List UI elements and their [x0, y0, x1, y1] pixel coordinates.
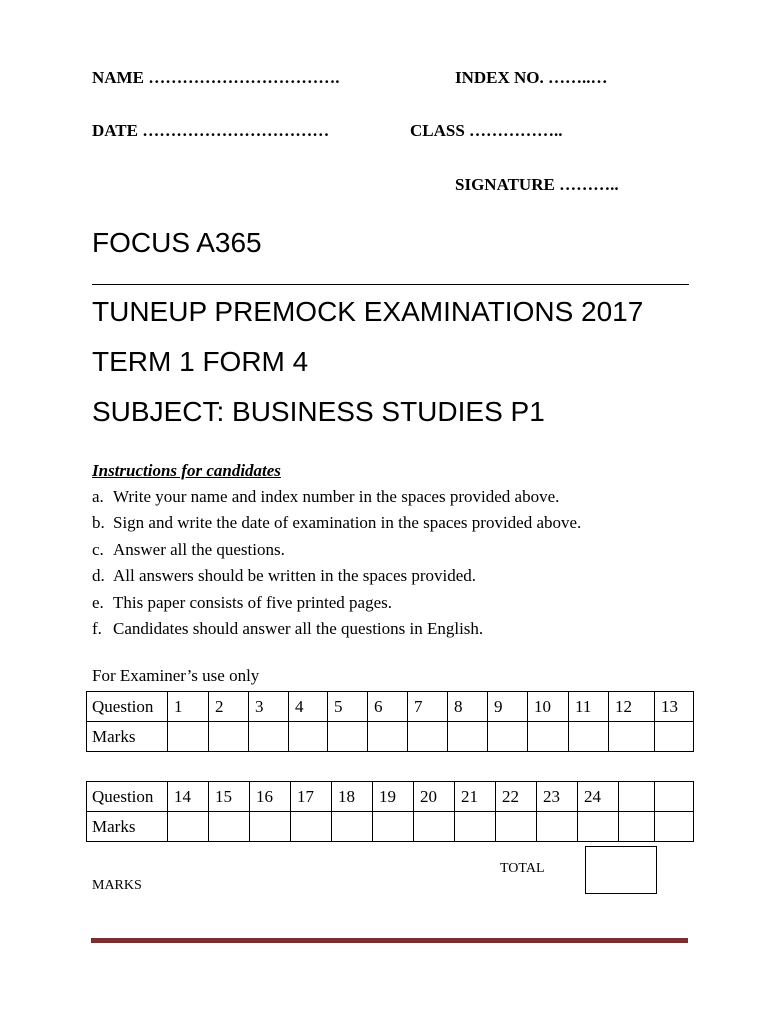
- title-divider: [92, 284, 689, 285]
- marks-entry-cell[interactable]: [289, 722, 328, 752]
- instruction-text: Sign and write the date of examination in the spaces provided above.: [113, 513, 582, 533]
- instructions-list: [92, 484, 581, 642]
- instruction-letter: d.: [92, 566, 105, 586]
- marks-entry-cell[interactable]: [448, 722, 488, 752]
- instruction-text: Candidates should answer all the questions in English.: [113, 618, 484, 638]
- marks-entry-cell[interactable]: [455, 812, 496, 842]
- total-label: TOTAL: [500, 861, 545, 876]
- question-number-cell: 3: [249, 692, 289, 722]
- question-number-cell: 6: [368, 692, 408, 722]
- question-number-cell: 4: [289, 692, 328, 722]
- question-number-cell: 21: [455, 782, 496, 812]
- question-number-cell: [655, 782, 694, 812]
- instruction-item: [92, 484, 581, 510]
- question-header-cell: Question: [87, 692, 168, 722]
- table-row: [87, 812, 694, 842]
- question-number-cell: 10: [528, 692, 569, 722]
- question-number-cell: 18: [332, 782, 373, 812]
- subject-title: SUBJECT: BUSINESS STUDIES P1: [92, 396, 545, 427]
- class-field-label: CLASS ……………..: [410, 121, 563, 140]
- question-number-cell: 9: [488, 692, 528, 722]
- marks-entry-cell[interactable]: [578, 812, 619, 842]
- marks-entry-cell[interactable]: [168, 722, 209, 752]
- marks-entry-cell[interactable]: [655, 722, 694, 752]
- question-number-cell: 19: [373, 782, 414, 812]
- instruction-item: [92, 563, 581, 589]
- instruction-text: Write your name and index number in the spaces provided above.: [113, 487, 560, 506]
- question-number-cell: 5: [328, 692, 368, 722]
- marks-entry-cell[interactable]: [655, 812, 694, 842]
- signature-field-label: SIGNATURE ………..: [455, 175, 619, 194]
- question-number-cell: 22: [496, 782, 537, 812]
- marks-entry-cell[interactable]: [408, 722, 448, 752]
- question-number-cell: 24: [578, 782, 619, 812]
- instruction-item: [92, 616, 581, 642]
- question-number-cell: 2: [209, 692, 249, 722]
- marks-entry-cell[interactable]: [368, 722, 408, 752]
- table-row: [87, 722, 694, 752]
- question-number-cell: 20: [414, 782, 455, 812]
- marks-table-2: [86, 781, 694, 842]
- question-number-cell: [619, 782, 655, 812]
- instruction-letter: e.: [92, 592, 104, 612]
- marks-footer-label: MARKS: [92, 878, 142, 893]
- table-row: [87, 782, 694, 812]
- marks-entry-cell[interactable]: [250, 812, 291, 842]
- instruction-letter: f.: [92, 618, 102, 638]
- instruction-letter: b.: [92, 513, 105, 533]
- instructions-heading: Instructions for candidates: [92, 461, 281, 480]
- marks-entry-cell[interactable]: [249, 722, 289, 752]
- total-marks-box[interactable]: [585, 846, 657, 894]
- marks-entry-cell[interactable]: [528, 722, 569, 752]
- marks-entry-cell[interactable]: [537, 812, 578, 842]
- question-number-cell: 8: [448, 692, 488, 722]
- date-field-label: DATE ……………………………: [92, 121, 330, 140]
- question-number-cell: 7: [408, 692, 448, 722]
- marks-header-cell: Marks: [87, 812, 168, 842]
- marks-entry-cell[interactable]: [414, 812, 455, 842]
- instruction-letter: a.: [92, 487, 104, 506]
- marks-entry-cell[interactable]: [332, 812, 373, 842]
- marks-entry-cell[interactable]: [209, 812, 250, 842]
- marks-entry-cell[interactable]: [291, 812, 332, 842]
- exam-title: TUNEUP PREMOCK EXAMINATIONS 2017: [92, 296, 644, 327]
- marks-table-1: [86, 691, 694, 752]
- index-number-field-label: INDEX NO. ……..…: [455, 68, 608, 87]
- question-number-cell: 14: [168, 782, 209, 812]
- marks-entry-cell[interactable]: [168, 812, 209, 842]
- instruction-item: [92, 590, 581, 616]
- question-number-cell: 12: [609, 692, 655, 722]
- marks-entry-cell[interactable]: [488, 722, 528, 752]
- question-number-cell: 1: [168, 692, 209, 722]
- marks-header-cell: Marks: [87, 722, 168, 752]
- term-form-title: TERM 1 FORM 4: [92, 346, 309, 377]
- name-field-label: NAME …………………………….: [92, 68, 340, 87]
- question-number-cell: 11: [569, 692, 609, 722]
- marks-entry-cell[interactable]: [328, 722, 368, 752]
- marks-entry-cell[interactable]: [373, 812, 414, 842]
- examiner-use-label: For Examiner’s use only: [92, 666, 260, 685]
- question-number-cell: 13: [655, 692, 694, 722]
- table-row: [87, 692, 694, 722]
- instruction-text: Answer all the questions.: [113, 539, 285, 559]
- marks-entry-cell[interactable]: [209, 722, 249, 752]
- instruction-item: [92, 510, 581, 536]
- footer-divider: [91, 938, 688, 943]
- question-number-cell: 15: [209, 782, 250, 812]
- focus-title: FOCUS A365: [92, 227, 262, 258]
- question-number-cell: 23: [537, 782, 578, 812]
- question-number-cell: 16: [250, 782, 291, 812]
- question-header-cell: Question: [87, 782, 168, 812]
- marks-entry-cell[interactable]: [496, 812, 537, 842]
- marks-entry-cell[interactable]: [569, 722, 609, 752]
- instruction-letter: c.: [92, 539, 104, 559]
- instruction-text: All answers should be written in the spaces provided.: [113, 566, 477, 586]
- instruction-text: This paper consists of five printed pages.: [113, 592, 393, 612]
- marks-entry-cell[interactable]: [609, 722, 655, 752]
- marks-entry-cell[interactable]: [619, 812, 655, 842]
- instruction-item: [92, 537, 581, 563]
- question-number-cell: 17: [291, 782, 332, 812]
